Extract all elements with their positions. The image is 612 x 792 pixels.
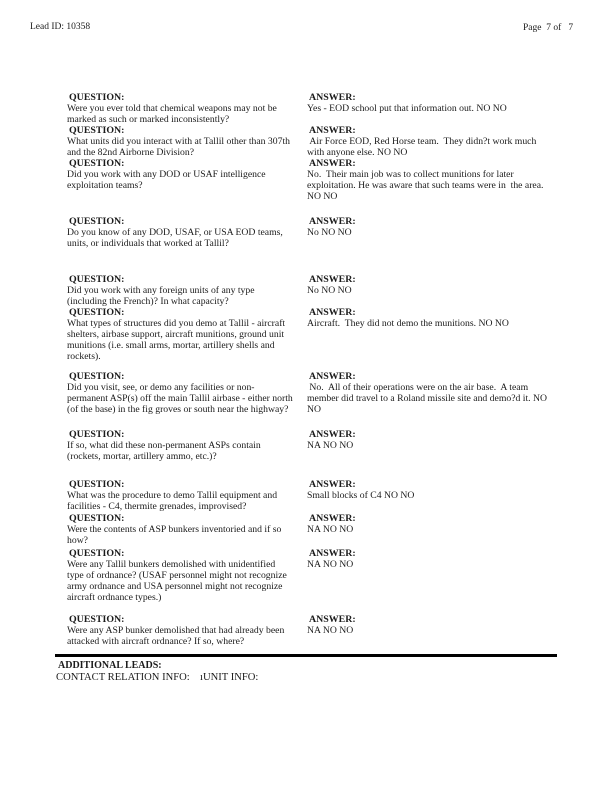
lead-id: Lead ID: 10358 bbox=[30, 22, 91, 32]
answer-text: NA NO NO bbox=[307, 625, 354, 637]
question-cell bbox=[67, 92, 293, 125]
answer-label: ANSWER: bbox=[309, 125, 356, 136]
answer-label: ANSWER: bbox=[309, 371, 356, 382]
question-cell bbox=[67, 158, 293, 191]
question-label: QUESTION: bbox=[69, 125, 125, 136]
answer-text: Air Force EOD, Red Horse team. They didn?t work much with anyone else. NO NO bbox=[307, 136, 539, 159]
question-text: What was the procedure to demo Tallil equipment and facilities - C4, thermite grenades, improvised? bbox=[67, 490, 280, 513]
answer-text: Small blocks of C4 NO NO bbox=[307, 490, 415, 502]
question-label: QUESTION: bbox=[69, 216, 125, 227]
question-text: Were the contents of ASP bunkers inventoried and if so how? bbox=[67, 524, 284, 547]
answer-text: NA NO NO bbox=[307, 559, 354, 571]
answer-cell bbox=[307, 92, 555, 114]
answer-label: ANSWER: bbox=[309, 92, 356, 103]
answer-text: No. All of their operations were on the air base. A team member did travel to a Roland missile site and demo?d it. NO NO bbox=[307, 382, 550, 416]
section-divider-rule bbox=[55, 654, 557, 657]
answer-cell bbox=[307, 158, 555, 202]
answer-cell bbox=[307, 216, 555, 238]
answer-cell bbox=[307, 479, 555, 501]
answer-cell bbox=[307, 371, 555, 415]
answer-text: NA NO NO bbox=[307, 440, 354, 452]
question-cell bbox=[67, 429, 293, 462]
question-cell bbox=[67, 371, 296, 416]
answer-label: ANSWER: bbox=[309, 479, 356, 490]
answer-label: ANSWER: bbox=[309, 429, 356, 440]
question-text: Do you know of any DOD, USAF, or USA EOD teams, units, or individuals that worked at Tallil? bbox=[67, 227, 286, 250]
question-text: What units did you interact with at Tallil other than 307th and the 82nd Airborne Division? bbox=[67, 136, 293, 159]
question-text: Were any ASP bunker demolished that had already been attacked with aircraft ordnance? If so, where? bbox=[67, 625, 287, 648]
question-text: Were you ever told that chemical weapons may not be marked as such or marked inconsistently? bbox=[67, 103, 280, 126]
question-label: QUESTION: bbox=[69, 307, 125, 318]
answer-cell bbox=[307, 429, 555, 451]
answer-label: ANSWER: bbox=[309, 548, 356, 559]
question-label: QUESTION: bbox=[69, 548, 125, 559]
question-cell bbox=[67, 307, 293, 362]
question-cell bbox=[67, 548, 293, 603]
question-cell bbox=[67, 125, 293, 158]
question-text: Did you work with any DOD or USAF intelligence exploitation teams? bbox=[67, 169, 268, 192]
answer-text: No NO NO bbox=[307, 285, 352, 297]
question-label: QUESTION: bbox=[69, 513, 125, 524]
answer-label: ANSWER: bbox=[309, 614, 356, 625]
answer-text: Aircraft. They did not demo the munitions. NO NO bbox=[307, 318, 509, 330]
question-text: If so, what did these non-permanent ASPs contain (rockets, mortar, artillery ammo, etc.)? bbox=[67, 440, 264, 463]
additional-leads-heading: ADDITIONAL LEADS: bbox=[58, 660, 162, 671]
question-label: QUESTION: bbox=[69, 429, 125, 440]
answer-label: ANSWER: bbox=[309, 216, 356, 227]
answer-label: ANSWER: bbox=[309, 307, 356, 318]
answer-cell bbox=[307, 125, 555, 158]
question-cell bbox=[67, 614, 293, 647]
question-cell bbox=[67, 274, 293, 307]
question-cell bbox=[67, 513, 293, 546]
question-label: QUESTION: bbox=[69, 92, 125, 103]
question-label: QUESTION: bbox=[69, 371, 125, 382]
answer-label: ANSWER: bbox=[309, 274, 356, 285]
answer-cell bbox=[307, 307, 555, 329]
question-label: QUESTION: bbox=[69, 158, 125, 169]
answer-cell bbox=[307, 274, 555, 296]
answer-label: ANSWER: bbox=[309, 513, 356, 524]
question-label: QUESTION: bbox=[69, 274, 125, 285]
answer-text: No. Their main job was to collect munitions for later exploitation. He was aware that such teams were in the area. NO NO bbox=[307, 169, 546, 203]
question-text: What types of structures did you demo at Tallil - aircraft shelters, airbase support, aircraft munitions, ground unit munitions (i.e. small arms, mortar, artillery shells and rockets). bbox=[67, 318, 288, 363]
answer-text: NA NO NO bbox=[307, 524, 354, 536]
answer-cell bbox=[307, 614, 555, 636]
question-text: Did you visit, see, or demo any facilities or non-permanent ASP(s) off the main Tallil airbase - either north (of the base) in the fig groves or south near the highway? bbox=[67, 382, 296, 416]
question-label: QUESTION: bbox=[69, 479, 125, 490]
answer-cell bbox=[307, 548, 555, 570]
answer-label: ANSWER: bbox=[309, 158, 356, 169]
contact-relation-info-label: CONTACT RELATION INFO: bbox=[56, 672, 190, 683]
question-text: Were any Tallil bunkers demolished with unidentified type of ordnance? (USAF personnel might not recognize army ordnance and USA personnel might not recognize aircraft ordnance types.) bbox=[67, 559, 290, 604]
answer-text: No NO NO bbox=[307, 227, 352, 239]
question-cell bbox=[67, 479, 293, 512]
answer-text: Yes - EOD school put that information out. NO NO bbox=[307, 103, 507, 115]
unit-info-label: ıUNIT INFO: bbox=[200, 672, 259, 683]
question-text: Did you work with any foreign units of any type (including the French)? In what capacity? bbox=[67, 285, 257, 308]
answer-cell bbox=[307, 513, 555, 535]
page-number: Page 7 of 7 bbox=[523, 23, 574, 33]
question-label: QUESTION: bbox=[69, 614, 125, 625]
question-cell bbox=[67, 216, 293, 249]
